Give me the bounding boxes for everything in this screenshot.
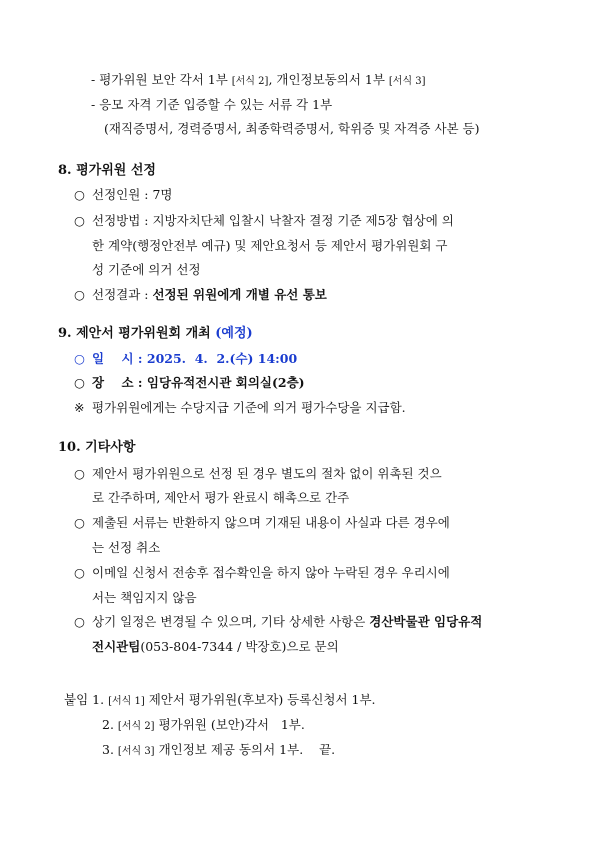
form-ref: [서식 3]	[388, 76, 426, 87]
reference-mark: ※	[74, 400, 85, 415]
doc-line: - 응모 자격 기준 입증할 수 있는 서류 각 1부	[91, 97, 333, 112]
list-item	[74, 614, 482, 630]
item-continuation: 서는 책임지지 않음	[92, 590, 197, 605]
item-text: 제출된 서류는 반환하지 않으며 기재된 내용이 사실과 다른 경우에	[92, 515, 450, 530]
circle-bullet: ○	[74, 565, 85, 580]
item-emphasis: 전시관팀	[92, 639, 141, 654]
doc-line: (재직증명서, 경력증명서, 최종학력증명서, 학위증 및 자격증 사본 등)	[104, 121, 480, 136]
list-item	[74, 213, 454, 229]
item-value: : 임당유적전시관 회의실(2층)	[137, 375, 305, 390]
attachment-number: 2.	[102, 717, 114, 732]
item-text: 이메일 신청서 전송후 접수확인을 하지 않아 누락된 경우 우리시에	[92, 565, 450, 580]
section-title	[58, 326, 253, 342]
circle-bullet: ○	[74, 187, 85, 202]
item-label: 일 시	[92, 351, 134, 366]
doc-line	[91, 72, 426, 90]
item-label: 선정결과 :	[92, 287, 153, 302]
list-item	[74, 515, 450, 531]
section-title: 10. 기타사항	[58, 440, 136, 455]
note-line	[74, 400, 406, 416]
section-title: 8. 평가위원 선정	[58, 163, 156, 178]
item-text: 제안서 평가위원으로 선정 된 경우 별도의 절차 없이 위촉된 것으	[92, 466, 442, 481]
form-ref: [서식 3]	[117, 746, 155, 757]
form-ref: [서식 2]	[117, 721, 155, 732]
attachment-line	[102, 742, 335, 760]
item-text: 선정인원 : 7명	[92, 187, 173, 202]
item-continuation: 는 선정 취소	[92, 540, 161, 555]
form-ref: [서식 1]	[108, 696, 145, 707]
contact-text: (053-804-7344 / 박장호)으로 문의	[140, 639, 339, 654]
attachment-number: 1.	[92, 692, 105, 707]
item-label: 장 소	[92, 375, 134, 390]
circle-bullet: ○	[74, 213, 85, 228]
list-item	[74, 565, 450, 581]
item-text: 상기 일정은 변경될 수 있으며, 기타 상세한 사항은	[92, 614, 370, 629]
list-item	[74, 287, 327, 303]
item-value: 선정된 위원에게 개별 유선 통보	[152, 287, 327, 302]
item-continuation: 로 간주하며, 제안서 평가 완료시 해촉으로 간주	[92, 490, 350, 505]
item-continuation: 성 기준에 의거 선정	[92, 262, 201, 277]
item-continuation: 한 계약(행정안전부 예규) 및 제안요청서 등 제안서 평가위원회 구	[92, 238, 448, 253]
section-title-text: 9. 제안서 평가위원회 개최	[58, 326, 216, 341]
list-item	[74, 466, 442, 482]
item-continuation	[92, 639, 339, 655]
item-emphasis: 경산박물관 임당유적	[369, 614, 483, 629]
attachment-line	[102, 717, 305, 735]
attachment-label: 붙임	[64, 692, 89, 707]
attachment-number: 3.	[102, 742, 114, 757]
list-item	[74, 187, 173, 203]
attachment-line	[64, 692, 376, 710]
circle-bullet: ○	[74, 515, 85, 530]
list-item	[74, 351, 297, 367]
section-title-note: (예정)	[215, 326, 253, 341]
circle-bullet: ○	[74, 466, 85, 481]
line-text: 평가위원 보안 각서 1부	[99, 72, 228, 87]
attachment-text: 제안서 평가위원(후보자) 등록신청서 1부.	[148, 692, 376, 707]
attachment-text: 평가위원 (보안)각서 1부.	[158, 717, 305, 732]
note-text: 평가위원에게는 수당지급 기준에 의거 평가수당을 지급함.	[92, 400, 406, 415]
list-item	[74, 375, 305, 391]
form-ref: [서식 2]	[231, 76, 269, 87]
circle-bullet: ○	[74, 375, 85, 390]
circle-bullet: ○	[74, 614, 85, 629]
attachment-text: 개인정보 제공 동의서 1부. 끝.	[158, 742, 336, 757]
item-text: 선정방법 : 지방자치단체 입찰시 낙찰자 결정 기준 제5장 협상에 의	[92, 213, 454, 228]
line-text: , 개인정보동의서 1부	[268, 72, 385, 87]
circle-bullet: ○	[74, 351, 85, 366]
circle-bullet: ○	[74, 287, 85, 302]
item-value: : 2025. 4. 2.(수) 14:00	[137, 351, 298, 366]
dash-bullet: -	[91, 72, 96, 87]
